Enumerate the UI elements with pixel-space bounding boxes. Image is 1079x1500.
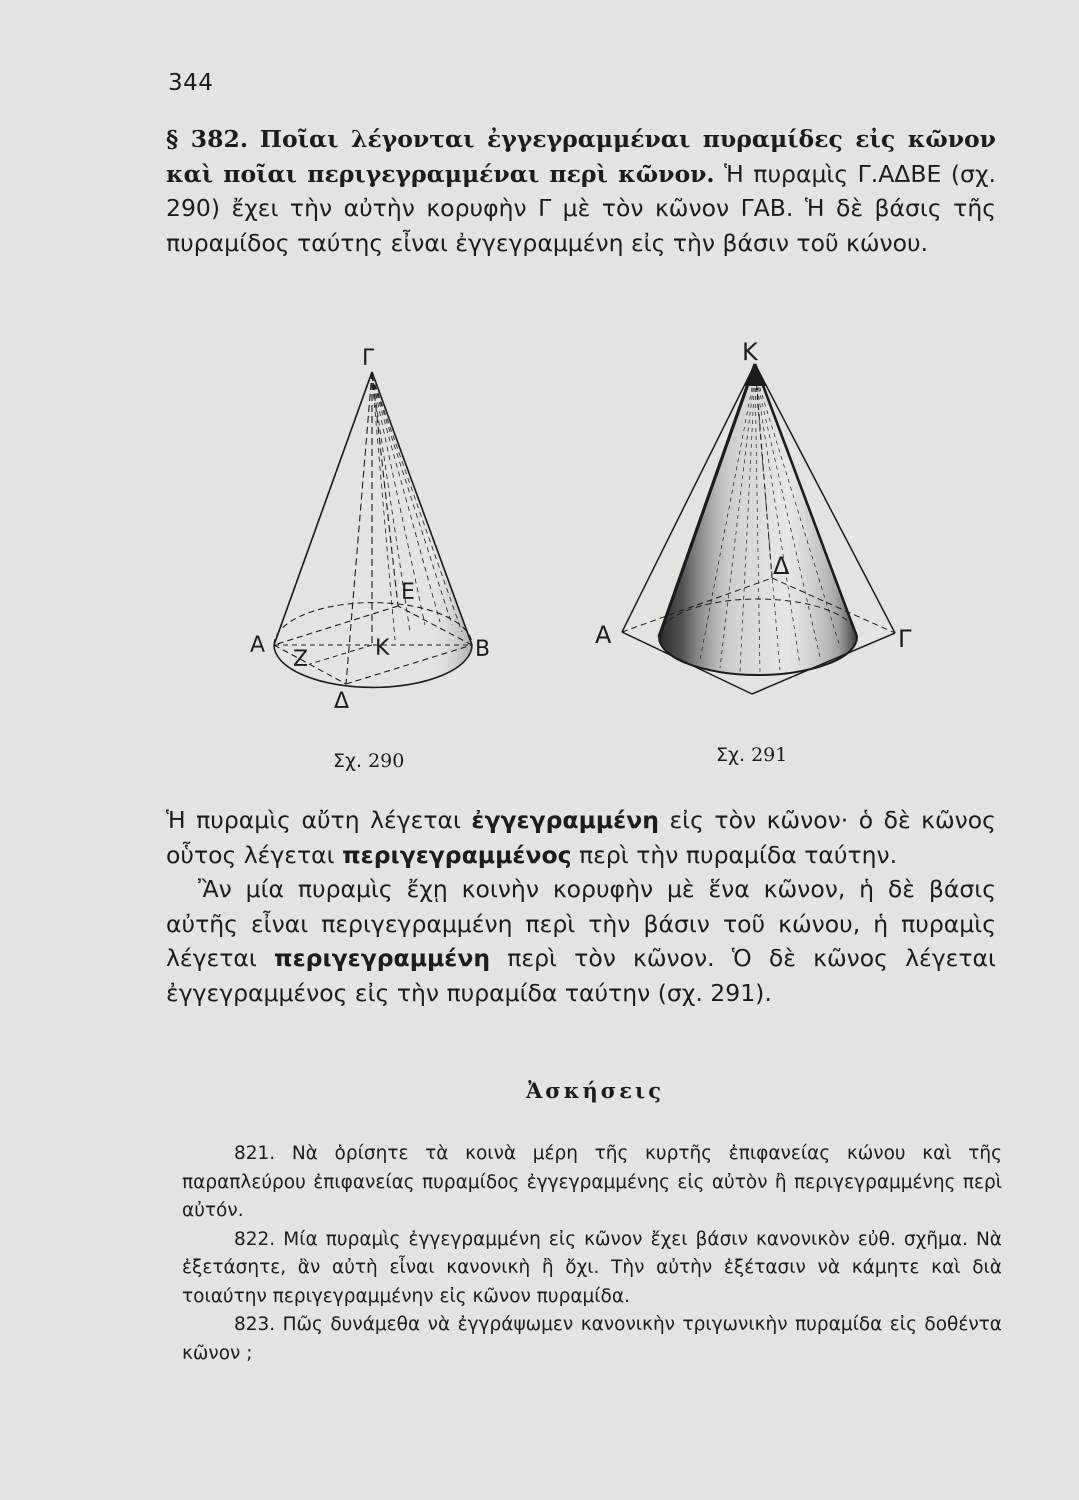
fig291-label-A: Α [595,621,612,649]
fig290-label-G: Γ [362,346,375,371]
fig290-label-A: Α [250,633,266,658]
def-p1-before: Ἡ πυραμὶς αὔτη λέγεται [166,806,461,834]
section-body: Ἡ πυραμὶς Γ.ΑΔΒΕ (σχ. 290) ἔχει τὴν αὐτὴν κορυφὴν Γ μὲ τὸν κῶνον ΓΑΒ. Ἡ δὲ βάσις τῆς πυραμίδος ταύτης εἶναι ἐγγεγραμμένη εἰς τὴν βάσιν τοῦ κώνου. [166,159,996,257]
term-circumscribed-fem: περιγεγραμμένη [273,944,491,972]
fig291-label-G: Γ [898,625,912,653]
fig290-label-E: Ε [401,580,415,605]
caption-291 [716,744,787,766]
figure-291 [622,364,895,694]
definition-text [166,803,996,1010]
fig290-label-K: Κ [375,636,390,661]
figure-290 [274,372,472,687]
fig290-label-B: Β [475,637,491,662]
term-circumscribed-masc: περιγεγραμμένος [342,840,572,869]
caption-290-number: 290 [368,750,405,772]
exercises-heading: Ἀσκήσεις [526,1078,664,1103]
def-p1-after: περὶ τὴν πυραμίδα ταύτην. [579,840,898,869]
def-p2-before: Ἂν μία πυραμὶς ἔχῃ κοινὴν κορυφὴν μὲ ἕνα κῶνον, ἡ δὲ βάσις αὐτῆς εἶναι περιγεγραμμένη περὶ τὴν βάσιν τοῦ κώνου, ἡ πυραμὶς λέγεται [166,875,996,972]
fig291-label-K: Κ [742,338,758,366]
fig290-label-D: Δ [334,689,350,714]
definition-paragraph-2 [166,872,996,1010]
section-number: § 382. [166,125,249,153]
term-inscribed: ἐγγεγραμμένη [471,806,659,834]
section-heading: Ποῖαι λέγονται ἐγγεγραμμέναι πυραμίδες εἰς κῶνον καὶ ποῖαι περιγεγραμμέναι περὶ κῶνον. [166,125,996,188]
exercise-821: 821. Νὰ ὁρίσητε τὰ κοινὰ μέρη τῆς κυρτῆς ἐπιφανείας κώνου καὶ τῆς παραπλεύρου ἐπιφανείας πυραμίδος ἐγγεγραμμένης εἰς αὐτὸν ἢ περιγεγραμμένης περὶ αὐτόν. [182,1143,1002,1221]
definition-paragraph-1 [166,803,996,872]
fig290-cone-shading [274,372,472,687]
caption-291-number: 291 [751,744,788,766]
fig290-label-Z: Ζ [293,647,309,672]
fig291-cone-surface [659,364,857,675]
exercises-list [182,1140,1002,1368]
exercise-822: 822. Μία πυραμὶς ἐγγεγραμμένη εἰς κῶνον ἔχει βάσιν κανονικὸν εὐθ. σχῆμα. Νὰ ἐξετάσητε, ἂν αὐτὴ εἶναι κανονικὴ ἢ ὄχι. Τὴν αὐτὴν ἐξέτασιν νὰ κάμητε καὶ διὰ τοιαύτην περιγεγραμμένην εἰς κῶνον πυραμίδα. [182,1228,1002,1307]
caption-290-prefix: Σχ. [333,750,363,772]
def-p1-middle: εἰς τὸν κῶνον· ὁ δὲ κῶνος οὗτος λέγεται [166,806,996,869]
caption-291-prefix: Σχ. [716,744,746,766]
def-p2-after: περὶ τὸν κῶνον. Ὁ δὲ κῶνος λέγεται ἐγγεγραμμένος εἰς τὴν πυραμίδα ταύτην (σχ. 291). [166,944,996,1007]
exercise-823: 823. Πῶς δυνάμεθα νὰ ἐγγράψωμεν κανονικὴν τριγωνικὴν πυραμίδα εἰς δοθέντα κῶνον ; [182,1314,1002,1364]
caption-290 [333,750,404,772]
page-number: 344 [168,70,214,96]
fig291-label-D: Δ [773,552,790,580]
